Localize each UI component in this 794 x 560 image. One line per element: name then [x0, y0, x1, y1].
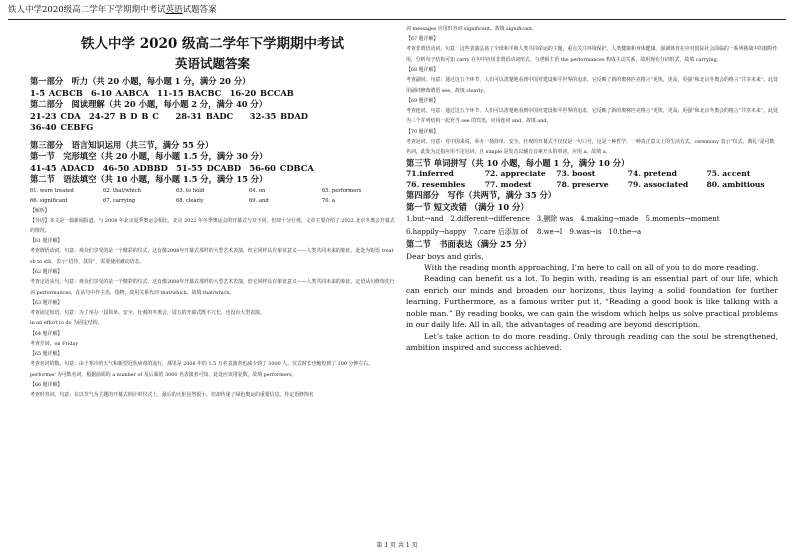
part3-heading: 第三部分 语言知识运用（共三节，满分 55 分） — [30, 139, 214, 150]
q68-tag: 【68 题详解】 — [406, 67, 439, 74]
part2-answers-line1: 21-23 CDA 24-27 B D B C 28-31 BADC 32-35 BDAD — [30, 110, 308, 121]
page-footer: 第 1 页 共 1 页 — [376, 542, 418, 549]
q63-tag: 【63 题详解】 — [30, 299, 63, 306]
spelling-heading: 第三节 单词拼写（共 10 小题，每小题 1 分，满分 10 分） — [406, 157, 630, 168]
part1-heading: 第一部分 听力（共 20 小题，每小题 1 分，满分 20 分） — [30, 76, 251, 86]
grammar-heading: 第二节 语法填空（共 10 小题，每小题 1.5 分，满分 15 分） — [30, 174, 268, 184]
q70-tag: 【70 题详解】 — [406, 128, 439, 135]
q64-explanation: 考查介词。on Friday — [30, 340, 79, 347]
cloze-heading: 第一节 完形填空（共 20 小题，每小题 1.5 分，满分 30 分） — [30, 151, 268, 161]
model-essay — [406, 251, 778, 354]
page-header — [8, 2, 786, 20]
error-correction-heading: 第一节 短文改错 （满分 10 分） — [406, 201, 529, 212]
spelling-answer: 72. appreciate — [484, 169, 546, 179]
part1-answers: 1-5 ACBCB 6-10 AABCA 11-15 BACBC 16-20 BCCAB — [30, 87, 294, 98]
q68-explanation: 考查副词。句意：通过这五个环节，人们可以清楚地看到中国对建设和平世界的追求，它反映了新的奥林匹克格言“更快，更高，更强”和北京冬奥会的格言“共享未来”。此处用副词修饰谓语 see，故填 clearly。 — [406, 77, 778, 94]
q67-tag: 【67 题详解】 — [406, 36, 439, 43]
q66-explanation-cont: 词 messages 应用形容词 significant。故填 significant。 — [406, 26, 538, 32]
spelling-answers-row2 — [406, 180, 778, 191]
document-title: 铁人中学 2020 级高二学年下学期期中考试 — [81, 36, 344, 52]
document-subtitle: 英语试题答案 — [174, 56, 250, 71]
spelling-answer: 75. accent — [706, 169, 751, 179]
spelling-answer: 78. preserve — [556, 179, 609, 189]
grammar-answer: 67. carrying — [103, 197, 136, 204]
spelling-answer: 71.inferred — [406, 169, 454, 179]
spelling-answer: 80. ambitious — [706, 179, 765, 189]
spelling-answer: 76. resembles — [406, 179, 466, 189]
grammar-answers-row2 — [30, 196, 395, 206]
grammar-answer: 61. were treated — [30, 187, 74, 194]
essay-paragraph-3: Let’s take action to do more reading. Only through reading can the soul be strengthened, ambition inspired and success achieved. — [406, 331, 778, 352]
part2-answers-line2: 36-40 CEBFG — [30, 122, 94, 132]
q69-explanation: 考查连词。句意：通过这五个环节，人们可以清楚地看到中国对建设和平世界的追求，它反映了新的奥林匹克格言“更快，更高，更强”和北京冬奥会的格言“共享未来”。此处为三个并列结构一起充当 see 的宾语，应用连词 and。故填 and。 — [406, 108, 778, 125]
grammar-answers-row1 — [30, 186, 395, 196]
q62-tag: 【62 题详解】 — [30, 269, 63, 276]
grammar-answer: 65. performers — [322, 187, 362, 194]
q65-tag: 【65 题详解】 — [30, 351, 63, 358]
essay-heading: 第二节 书面表达（满分 25 分） — [406, 239, 532, 250]
grammar-answer: 68. clearly — [176, 197, 204, 204]
q61-explanation: 考查谓语动词。句意：观众们享受的是一个精彩的仪式，这有像2008年开幕式那样的大型艺术表演，但它同样具有象征意义——人类共同未来的象征。此处为短语 treat sb to sth，表示“招待，款待”，需要使用被动语态。 — [30, 248, 394, 265]
q61-tag: 【61 题详解】 — [30, 238, 63, 245]
spelling-answer: 74. pretend — [627, 169, 677, 179]
passage-intro: 【导语】本文是一篇新闻报道。与 2008 年北京夏季奥运会相比，北京 2022 年冬季奥运会的开幕式与众不同，但却十分壮观，文章主要介绍了 2022 北京冬奥会开幕式的情况。 — [30, 217, 395, 234]
q65-explanation: 考查名词的数。句意：由于寒冷的天气和新型冠状病毒的流行，那里是 2008 年的 1.5 万名表演者也减少到了 3000 人。仪式时长也缩短到了 100 分钟左右。performer 为可数名词，根据前面的 a number of 及后面的 3000 名表演者可知，此处应该用复数。故填 performers。 — [30, 361, 373, 378]
q63-explanation: 考查固定短语。句意：为了举办一届简单、安全、壮观的冬奥会，周五的开幕式既不冗长，也没有大型表演。 — [30, 309, 265, 316]
cloze-answers: 41-45 ADACD 46-50 ADBBD 51-55 DCABD 56-60 CDBCA — [30, 162, 314, 173]
spelling-answer: 77. modest — [484, 179, 532, 189]
left-column — [30, 24, 395, 534]
grammar-answer: 70. a — [322, 197, 335, 204]
q64-tag: 【64 题详解】 — [30, 330, 63, 337]
grammar-answer: 63. to hold — [176, 187, 205, 194]
grammar-answer: 66. significant — [30, 197, 68, 204]
q66-tag: 【66 题详解】 — [30, 381, 63, 388]
q63-phrase: in an effort to do 为固定结构。 — [30, 320, 103, 327]
grammar-answer: 64. on — [249, 187, 266, 194]
right-column — [406, 24, 778, 534]
q62-explanation: 考查定语从句。句意：观众们享受的是一个精彩的仪式，这有像2008年开幕式那样的大型艺术表演，但它同样具有象征意义——人类共同未来的象征。定语从句修饰先行词 performances，在从句中作主语，指物，故用关系代词 that/which。故填 that/which。 — [30, 279, 395, 296]
error-correction-line2: 6.happily→happy 7.care 后添加 of 8.we→I 9.was→is 10.the→a — [406, 228, 642, 237]
header-school-exam: 铁人中学2020级高二学年下学期期中考试 — [8, 5, 166, 15]
q70-explanation: 考查冠词。句意：对中国来说，举办一场简单、安全、壮观的开幕式不仅仅是一句口号，这是一种哲学，一种真正意义上的生活方式。ceremony 表示“仪式，典礼”是可数名词，此处为泛指应用不定冠词，且 simple 是发音以辅音音素开头的单词，应用 a。故填 a。 — [406, 138, 775, 156]
spelling-answers-row1 — [406, 169, 778, 180]
error-correction-line1: 1.but→and 2.different→difference 3.删除 was 4.making→made 5.moments→moment — [406, 215, 720, 224]
essay-paragraph-1: With the reading month approaching, I’m here to call on all of you to do more reading. — [424, 263, 759, 273]
spelling-answer: 79. associated — [627, 179, 689, 189]
grammar-answer: 69. and — [249, 197, 269, 204]
writing-heading: 第四部分 写作（共两节，满分 35 分） — [406, 190, 557, 201]
q69-tag: 【69 题详解】 — [406, 98, 439, 105]
header-suffix: 试题答案 — [182, 5, 217, 15]
q67-explanation: 考查非谓语动词。句意：这些表演弘扬了全球和平和人类共同命运的主题，重点关注环境保护、人类健康和身体健康。强调体育在应对国际社会面临的一系列挑战中的独特作用，分析句子结构可知 carry 在句中应用非谓语动词形式，与逻辑主语 the performances 构成主动关系，故用现在分词形式，故填 carrying。 — [406, 46, 778, 63]
essay-greeting: Dear boys and girls, — [406, 251, 484, 261]
q66-explanation: 考查形容词。句意：在以节气为主题的开幕式倒计时仪式上，最后的火炬虽然很小，但却传递了绿色奥运的重要信息。作定语修饰名 — [30, 391, 314, 398]
analysis-tag: 【解析】 — [30, 207, 50, 214]
essay-paragraph-2: Reading can benefit us a lot. To begin with, reading is an essential part of our life, which can enrich our minds and broaden our horizons, thus laying a solid foundation for further learning. Furthermore, as a famous writer put it, “Reading a good book is like talking with a noble man.” By reading books, we can gain the wisdom which helps us solve practical problems in our daily life. All in all, the advantages of reading are beyond description. — [406, 274, 778, 330]
spelling-answer: 73. boost — [556, 169, 596, 179]
header-subject: 英语 — [165, 5, 183, 15]
part2-heading: 第二部分 阅读理解（共 20 小题，每小题 2 分，满分 40 分） — [30, 99, 268, 109]
grammar-answer: 62. that/which — [103, 187, 141, 194]
